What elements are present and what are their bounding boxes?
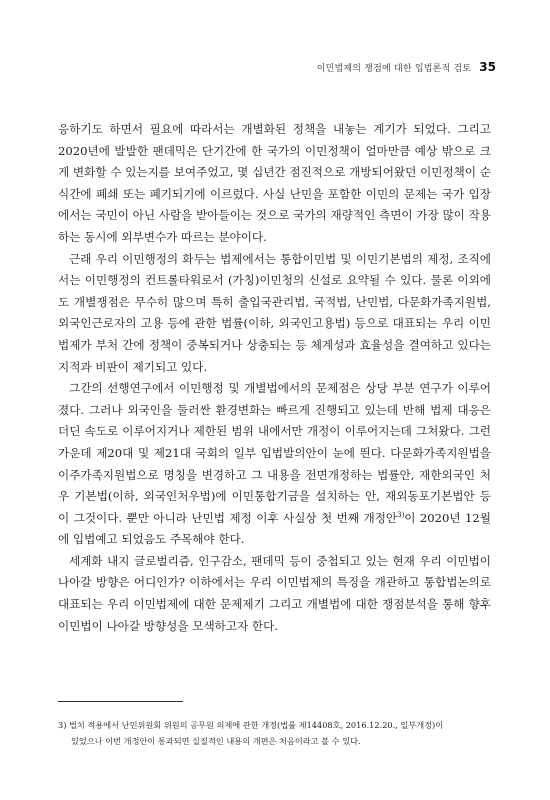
footnote-reference[interactable]: 3) bbox=[397, 510, 405, 519]
body-text bbox=[58, 119, 491, 637]
footnote bbox=[58, 718, 491, 749]
running-header bbox=[317, 60, 496, 74]
paragraph-2: 근래 우리 이민행정의 화두는 법제에서는 통합이민법 및 이민기본법의 제정, 조직에서는 이민행정의 컨트롤타워로서 (가칭)이민청의 신설로 요약될 수 있다. 물론 이외에도 개별쟁점은 무수히 많으며 특히 출입국관리법, 국적법, 난민법, 다문화가족지원법, 외국인근로자의 고용 등에 관한 법률(이하, 외국인고용법) 등으로 대표되는 우리 이민법제가 부처 간에 정책이 중복되거나 상충되는 등 체계성과 효율성을 결여하고 있다는 지적과 비판이 제기되고 있다. bbox=[58, 251, 491, 374]
page-number: 35 bbox=[479, 60, 496, 74]
running-title: 이민법제의 쟁점에 대한 입법론적 검토 bbox=[316, 64, 472, 74]
paragraph-1: 응하기도 하면서 필요에 따라서는 개별화된 정책을 내놓는 계기가 되었다. 그리고 2020년에 발발한 팬데믹은 단기간에 한 국가의 이민정책이 얼마만큼 예상 밖으로 크게 변화할 수 있는지를 보여주었고, 몇 십년간 점진적으로 개방되어왔던 이민정책이 순식간에 폐쇄 또는 폐기되기에 이르렀다. 사실 난민을 포함한 이민의 문제는 국가 입장에서는 국민이 아닌 사람을 받아들이는 것으로 국가의 재량적인 측면이 가장 많이 작용하는 동시에 외부변수가 따르는 분야이다. bbox=[58, 122, 491, 244]
paragraph-3 bbox=[58, 378, 491, 551]
paragraph-4: 세계화 내지 글로벌리즘, 인구감소, 팬데믹 등이 중첩되고 있는 현재 우리 이민법이 나아갈 방향은 어디인가? 이하에서는 우리 이민법제의 특징을 개관하고 통합법논의로 대표되는 우리 이민법제에 대한 문제제기 그리고 개별법에 대한 쟁점분석을 통해 향후 이민법이 나아갈 방향성을 모색하고자 한다. bbox=[58, 553, 491, 633]
footnote-divider bbox=[58, 701, 183, 702]
paragraph-3-text: 그간의 선행연구에서 이민행정 및 개별법에서의 문제점은 상당 부분 연구가 이루어졌다. 그러나 외국인을 둘러싼 환경변화는 빠르게 진행되고 있는데 반해 법제 대응은 더딘 속도로 이루어지거나 제한된 범위 내에서만 개정이 이루어지는데 그쳐왔다. 그런 가운데 제20대 및 제21대 국회의 일부 입법발의안이 눈에 띈다. 다문화가족지원법을 이주가족지원법으로 명칭을 변경하고 그 내용을 전면개정하는 법률안, 재한외국인 처우 기본법(이하, 외국인처우법)에 이민통합기금을 설치하는 안, 재외동포기본법안 등이 그것이다. 뿐만 아니라 난민법 제정 이후 사실상 첫 번째 개정안 bbox=[58, 381, 491, 525]
footnote-line-1: 3) 법치 적용에서 난민위원회 위원의 공무원 의제에 관한 개정(법률 제14408호, 2016.12.20., 일부개정)이 bbox=[58, 720, 444, 730]
paragraph-3-text-after: 이 2020년 12월에 입법예고 되었음도 주목해야 한다. bbox=[58, 510, 491, 547]
footnote-line-2: 있었으나 이번 개정안이 통과되면 실질적인 내용의 개편은 처음이라고 볼 수 있다. bbox=[71, 735, 361, 746]
